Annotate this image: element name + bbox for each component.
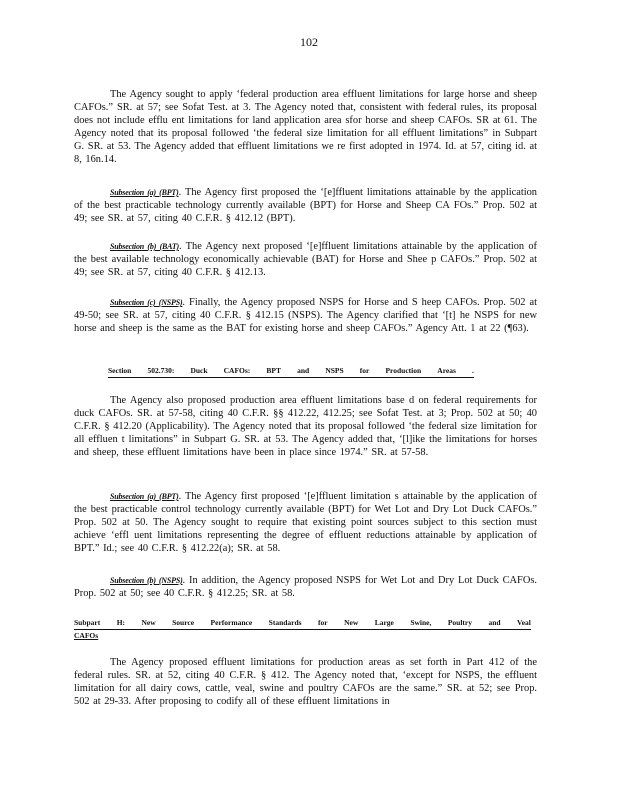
subsection-lead: Subsection (c) (NSPS) [110, 298, 183, 307]
paragraph-duck-cafos-intro: The Agency also proposed production area effluent limitations base d on federal requirements for duck CAFOs. SR. at 57-58, citing 40 C.F.R. §§ 412.22, 412.25; see Sofat Test. at 3; Prop. 502 at 50; 40 C.F.R. § 412.20 (Applicability). The Agency noted that its proposal followed ‘the federal size limitation for all effluen t limitations” in Subpart G. SR. at 53. The Agency added that, ‘[l]ike the limitations for horses and sheep, these effluent limitations have been in place since 1974.” SR. at 57-58. [74, 395, 537, 458]
heading-word: for [318, 618, 328, 627]
heading-word: Source [172, 618, 195, 627]
heading-word: BPT [266, 366, 282, 375]
heading-word: Poultry [447, 618, 472, 627]
subsection-lead: Subsection (b) (NSPS) [110, 576, 183, 585]
heading-word: Duck [190, 366, 208, 375]
heading-word: CAFOs: [223, 366, 251, 375]
paragraph-horse-sheep-intro: The Agency sought to apply ‘federal production area effluent limitations for large horse and sheep CAFOs.” SR. at 57; see Sofat Test. at 3. The Agency noted that, consistent with federal rules, its proposal does not include efflu ent limitations for land application area sfor horse and sheep CAFOs. SR at 61. The Agency noted that its proposal followed ‘the federal size limitation for all effluent limitations” in Subpart G. SR. at 53. The Agency added that effluent limitations we re first adopted in 1974. Id. at 57, citing id. at 8, 16n.14. [74, 89, 537, 165]
heading-word: H: [116, 618, 126, 627]
heading-word: NSPS [325, 366, 344, 375]
subpart-heading-cafos: CAFOs [74, 631, 99, 640]
heading-word: and [297, 366, 310, 375]
page-number: 102 [300, 35, 318, 49]
paragraph-text: . The Agency first proposed the ‘[e]ffluent limitations attainable by the application of the best practicable technology currently available (BPT) for Horse and Sheep CA FOs.” Prop. 502 at 49; see SR. at 57, citing 40 C.F.R. § 412.12 (BPT). [74, 187, 537, 224]
heading-word: Standards [268, 618, 302, 627]
paragraph-subpart-h-intro: The Agency proposed effluent limitations for production areas as set forth in Part 412 of the federal rules. SR. at 52, citing 40 C.F.R. § 412. The Agency noted that, ‘except for NSPS, the effluent limitation for all dairy cows, cattle, veal, swine and poultry CAFOs are the same.” SR. at 52; see Prop. 502 at 29-33. After proposing to codify all of these effluent limitations in [74, 657, 537, 707]
paragraph-text: . The Agency next proposed ‘[e]ffluent limitations attainable by the application of the best available technology economically achievable (BAT) for Horse and Shee p CAFOs.” Prop. 502 at 49; see SR. at 57, citing 40 C.F.R. § 412.13. [74, 241, 537, 278]
heading-word: Section [108, 366, 132, 375]
heading-word: New [141, 618, 156, 627]
heading-word: New [344, 618, 359, 627]
paragraph-subsection-a-bpt [74, 186, 537, 225]
heading-word: Subpart [74, 618, 101, 627]
paragraph-subsection-c-nsps [74, 296, 537, 335]
subsection-lead: Subsection (a) (BPT) [110, 188, 179, 197]
heading-word: Swine, [410, 618, 432, 627]
paragraph-duck-subsection-b-nsps [74, 574, 537, 600]
subpart-heading-line [74, 617, 531, 630]
heading-word: . [472, 366, 474, 375]
heading-word: Performance [210, 618, 253, 627]
section-heading-502-730 [108, 365, 474, 378]
heading-word: Production [385, 366, 422, 375]
subsection-lead: Subsection (b) (BAT) [110, 242, 180, 251]
paragraph-text: . Finally, the Agency proposed NSPS for Horse and S heep CAFOs. Prop. 502 at 49-50; see SR. at 57, citing 40 C.F.R. § 412.15 (NSPS). The Agency clarified that ‘[t] he NSPS for new horse and sheep is the same as the BAT for existing horse and sheep CAFOs.” Agency Att. 1 at 22 (¶63). [74, 297, 537, 334]
heading-word: Large [374, 618, 394, 627]
subsection-lead: Subsection (a) (BPT) [110, 492, 179, 501]
heading-word: and [488, 618, 501, 627]
heading-word: Areas [437, 366, 456, 375]
paragraph-subsection-b-bat [74, 240, 537, 279]
paragraph-text: . The Agency first proposed ‘[e]ffluent limitation s attainable by the application of the best practicable control technology currently available (BPT) for Wet Lot and Dry Lot Duck CAFOs.” Prop. 502 at 50. The Agency sought to require that existing point sources subject to this section must achieve ‘effl uent limitations representing the degree of effluent reductions attainable by application of BPT.” Id.; see 40 C.F.R. § 412.22(a); SR. at 58. [74, 491, 538, 554]
paragraph-text: . In addition, the Agency proposed NSPS for Wet Lot and Dry Lot Duck CAFOs. Prop. 502 at 50; see 40 C.F.R. § 412.25; SR. at 58. [74, 575, 537, 599]
heading-word: for [359, 366, 370, 375]
heading-word: 502.730: [147, 366, 175, 375]
paragraph-duck-subsection-a-bpt [74, 490, 537, 555]
heading-word: Veal [517, 618, 531, 627]
subpart-h-heading [74, 617, 531, 642]
